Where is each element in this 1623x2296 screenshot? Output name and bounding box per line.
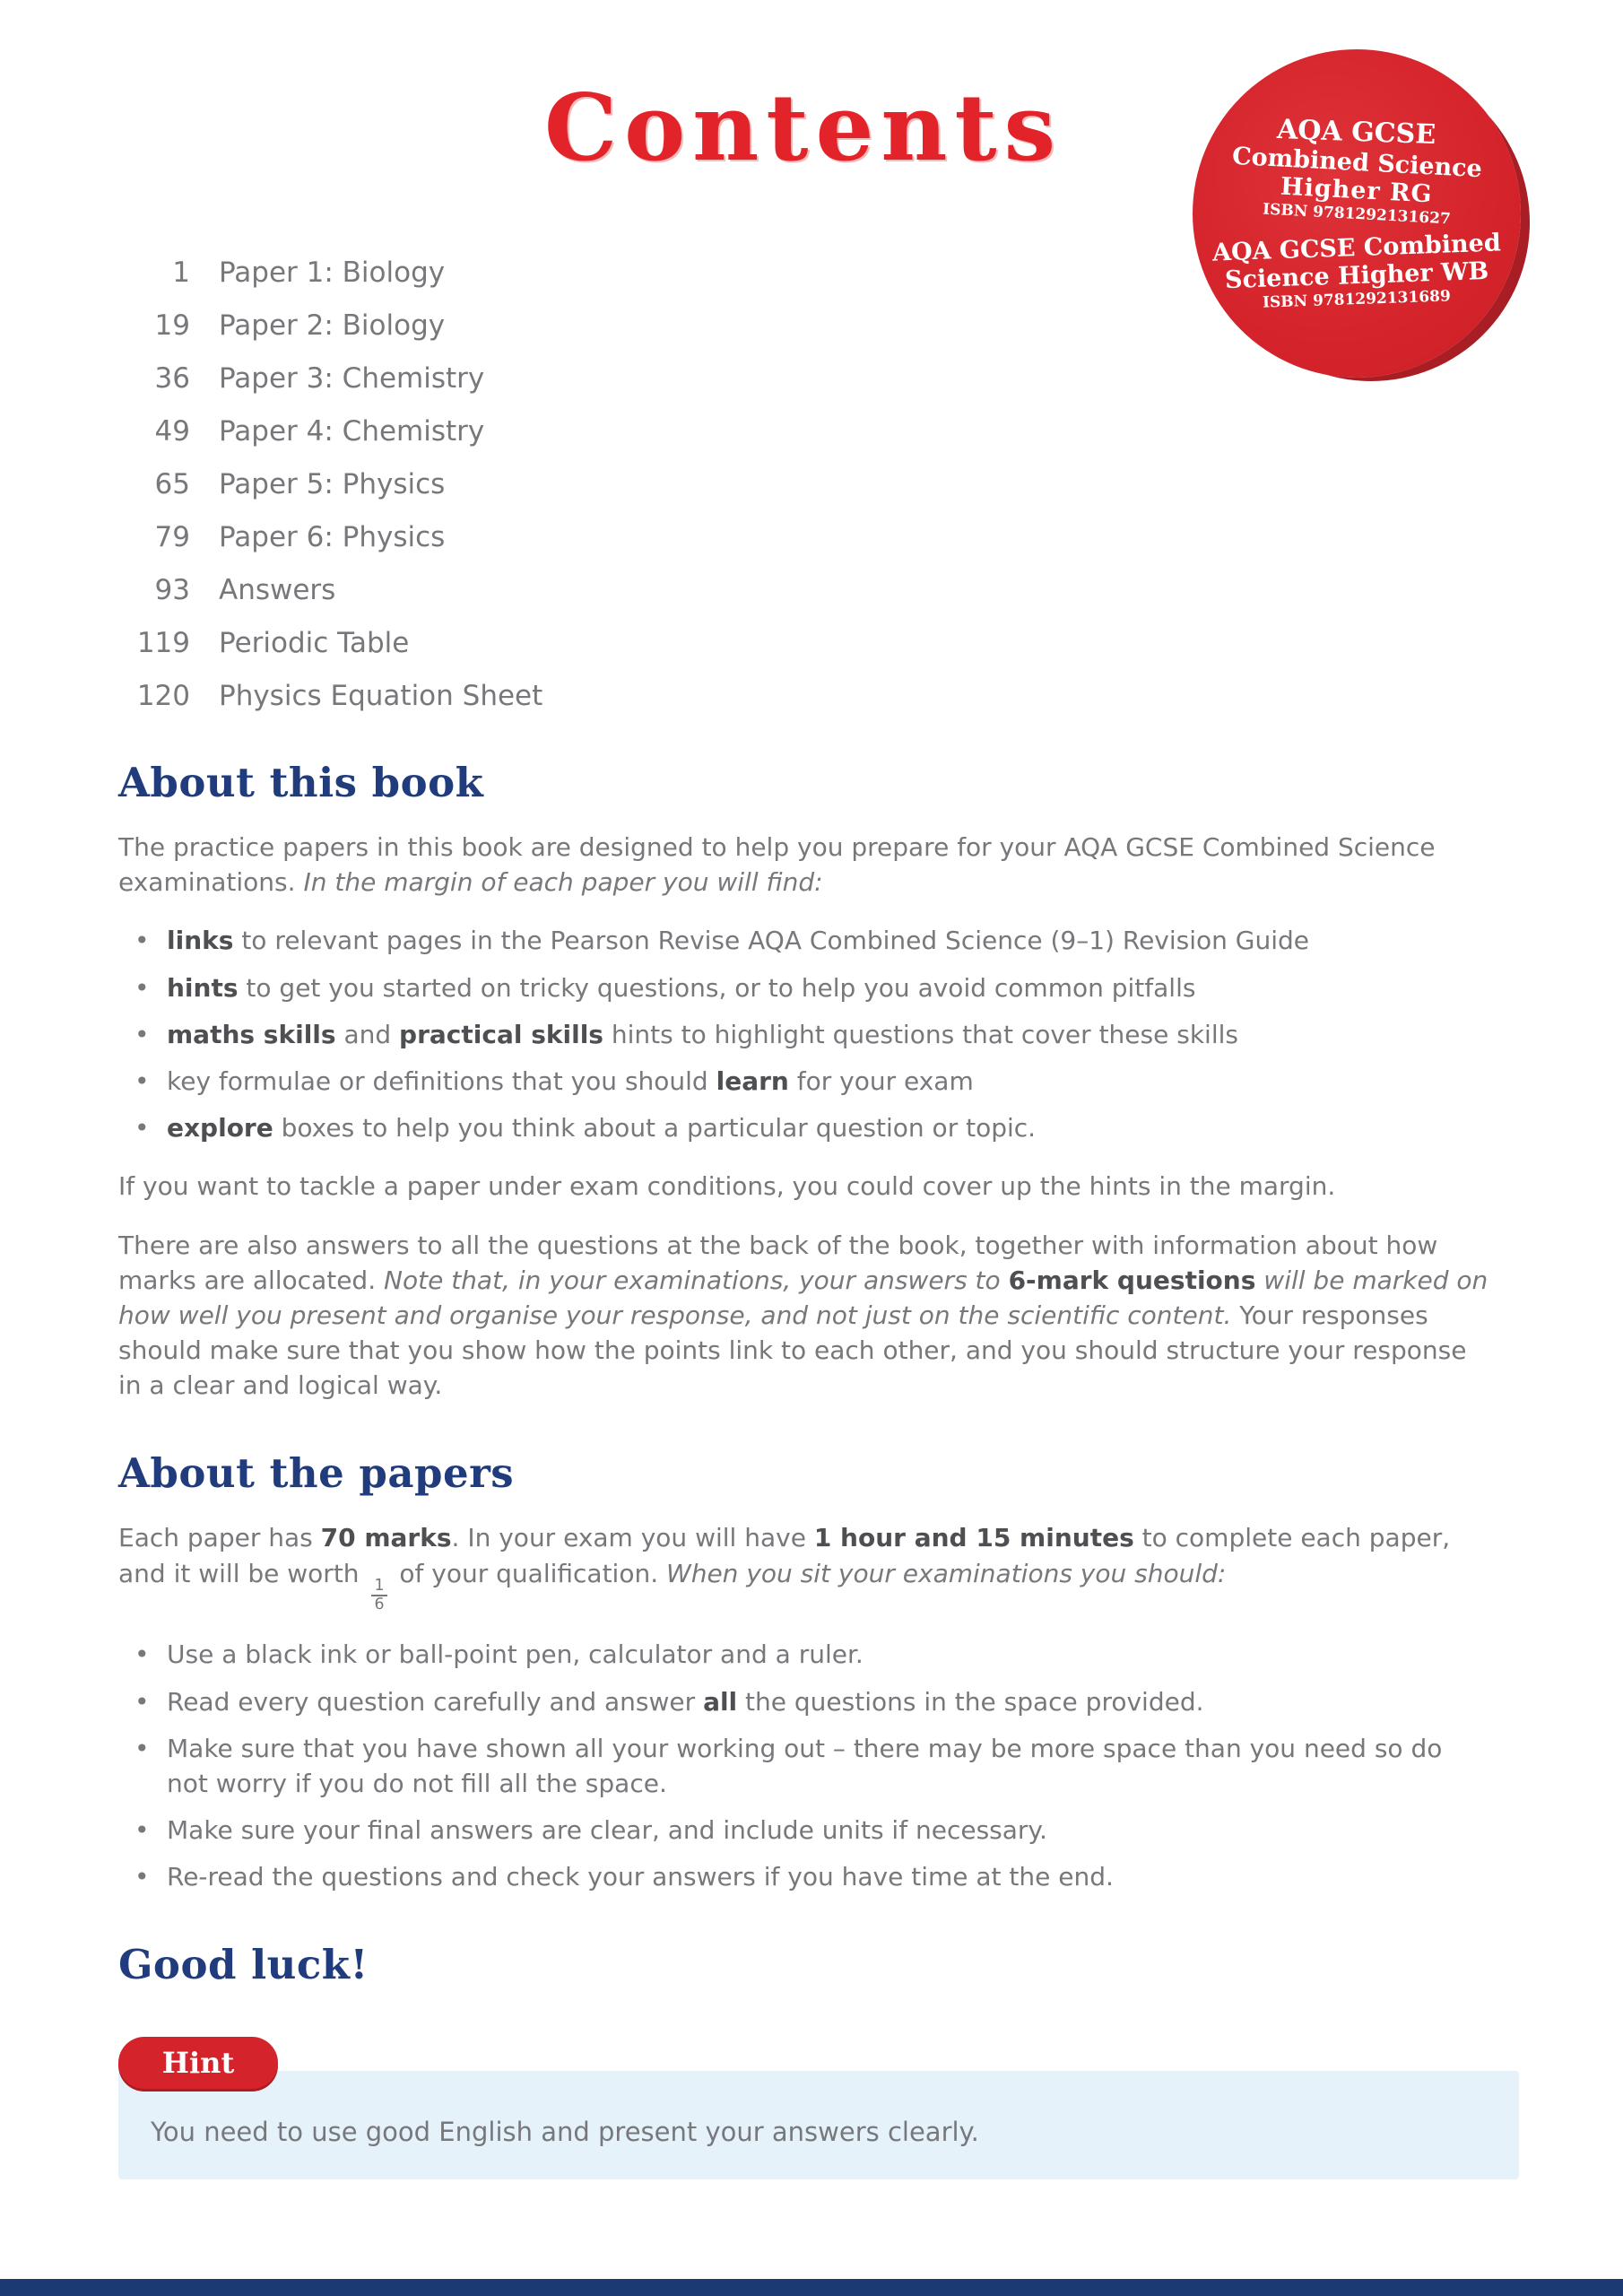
toc-label: Paper 4: Chemistry (219, 415, 485, 448)
list-item: • Read every question carefully and answer all the questions in the space provided. (118, 1684, 1488, 1719)
page-title: Contents (543, 74, 1063, 182)
hint-badge: Hint (118, 2037, 278, 2089)
toc-label: Paper 6: Physics (219, 521, 446, 553)
toc-row (118, 468, 1488, 500)
toc-page-number: 79 (154, 521, 190, 553)
toc-page-number: 93 (154, 574, 190, 606)
hint-callout (118, 2037, 1488, 2179)
toc-row (118, 362, 1488, 395)
section-heading-about-book: About this book (118, 759, 484, 806)
toc-page-number: 1 (172, 257, 190, 289)
exam-conditions-paragraph: If you want to tackle a paper under exam conditions, you could cover up the hints in the margin. (118, 1171, 1336, 1202)
list-item: • explore boxes to help you think about a particular question or topic. (118, 1110, 1488, 1145)
list-item: • Make sure that you have shown all your working out – there may be more space than you need so do not worry if you do not fill all the space. (118, 1731, 1488, 1801)
badge-isbn: ISBN 9781292131627 (1262, 200, 1452, 229)
toc-label: Paper 5: Physics (219, 468, 446, 500)
section-heading-about-papers: About the papers (118, 1449, 515, 1498)
toc-label: Physics Equation Sheet (219, 680, 543, 712)
isbn-badge (1193, 49, 1521, 378)
toc-row (118, 680, 1488, 712)
toc-page-number: 19 (154, 309, 190, 342)
toc-label: Answers (219, 574, 336, 606)
toc-row (118, 574, 1488, 606)
toc-label: Paper 3: Chemistry (219, 362, 485, 395)
list-item: • Make sure your final answers are clear, and include units if necessary. (118, 1813, 1488, 1848)
about-papers-bullet-list (118, 1637, 1488, 1894)
about-book-intro: The practice papers in this book are designed to help you prepare for your AQA GCSE Combined Science examinations. In the margin of each paper you will find: (118, 832, 1436, 898)
list-item: • Re-read the questions and check your answers if you have time at the end. (118, 1859, 1488, 1894)
toc-row (118, 415, 1488, 448)
badge-line: AQA GCSE Combined (1211, 229, 1502, 267)
list-item: • maths skills and practical skills hints to highlight questions that cover these skills (118, 1017, 1488, 1052)
list-item: • Use a black ink or ball-point pen, calculator and a ruler. (118, 1637, 1488, 1672)
answers-paragraph: There are also answers to all the questions at the back of the book, together with information about how marks are allocated. Note that, in your examinations, your answers to 6-mark questions will be marked on how well you present and organise your response, and not just on the scientific content. Your responses should make sure that you show how the points link to each other, and you should structure your response in a clear and logical way. (118, 1230, 1488, 1401)
page-edge-bar (0, 2279, 1623, 2296)
badge-line: Higher RG (1280, 172, 1434, 209)
toc-page-number: 119 (136, 627, 190, 659)
toc-label: Paper 2: Biology (219, 309, 446, 342)
toc-page-number: 65 (154, 468, 190, 500)
toc-page-number: 49 (154, 415, 190, 448)
toc-label: Periodic Table (219, 627, 410, 659)
badge-line: Science Higher WB (1224, 257, 1489, 295)
about-book-bullet-list (118, 923, 1488, 1145)
toc-row (118, 627, 1488, 659)
badge-line: Combined Science (1230, 142, 1483, 183)
toc-page-number: 36 (154, 362, 190, 395)
hint-box (118, 2071, 1519, 2179)
badge-line: AQA GCSE (1276, 114, 1437, 152)
toc-row (118, 521, 1488, 553)
list-item: • links to relevant pages in the Pearson Revise AQA Combined Science (9–1) Revision Guide (118, 923, 1488, 958)
list-item: • key formulae or definitions that you should learn for your exam (118, 1064, 1488, 1099)
fraction: $\frac{1}{6}$ (371, 1578, 386, 1613)
toc-label: Paper 1: Biology (219, 257, 446, 289)
section-heading-good-luck: Good luck! (118, 1941, 369, 1989)
list-item: • hints to get you started on tricky questions, or to help you avoid common pitfalls (118, 970, 1488, 1005)
about-papers-intro: Each paper has 70 marks. In your exam you will have 1 hour and 15 minutes to complete each paper, and it will be worth $\frac{1}{6}$ of your qualification. When you sit your examinations you should: (118, 1523, 1451, 1614)
hint-text: You need to use good English and present your answers clearly. (151, 2117, 979, 2148)
badge-isbn: ISBN 9781292131689 (1262, 287, 1452, 312)
toc-page-number: 120 (136, 680, 190, 712)
